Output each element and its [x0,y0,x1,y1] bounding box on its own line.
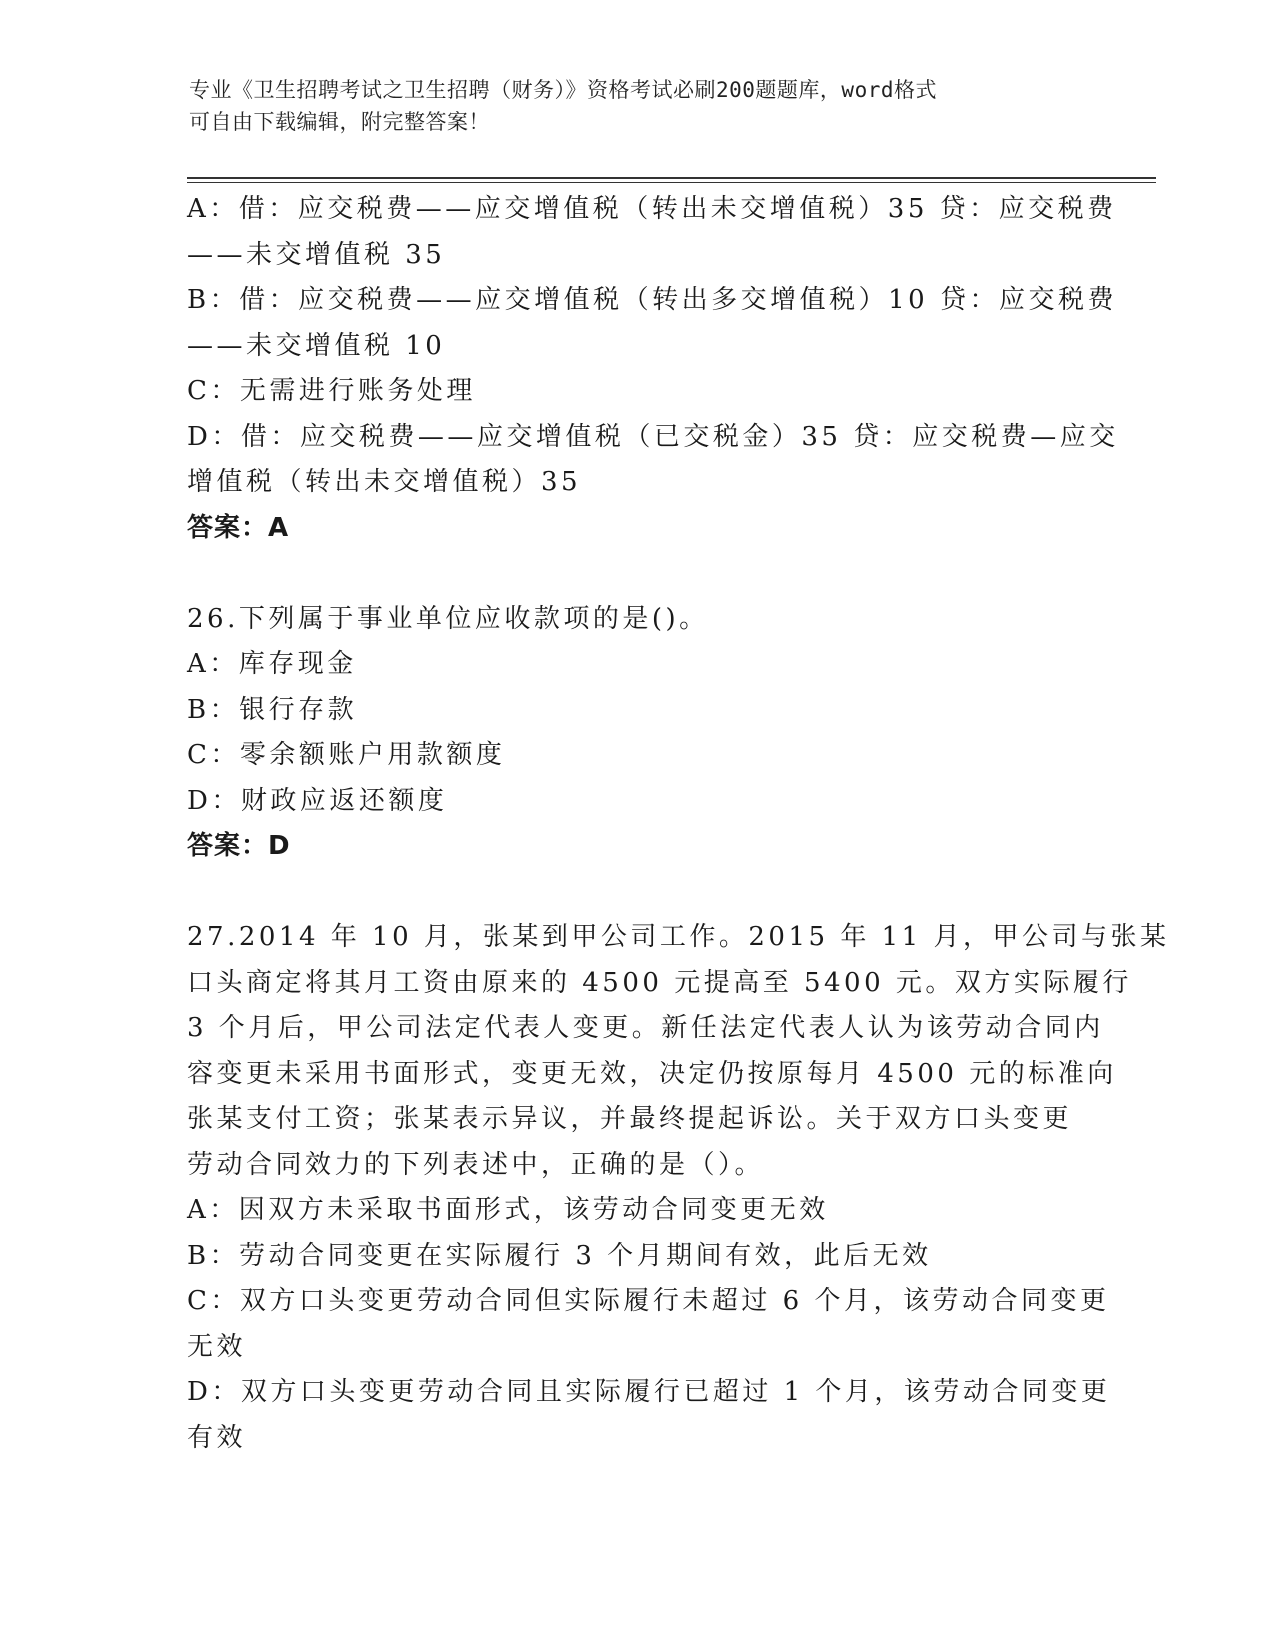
question-text: 26.下列属于事业单位应收款项的是()。 [187,603,709,634]
header-divider-thin [187,182,1156,183]
question-text-line: 口头商定将其月工资由原来的 4500 元提高至 5400 元。双方实际履行 [187,967,1132,998]
question-25-block [187,187,1119,551]
option-line: D：借：应交税费——应交增值税（已交税金）35 贷：应交税费—应交 [187,421,1119,452]
question-text-line: 张某支付工资；张某表示异议，并最终提起诉讼。关于双方口头变更 [187,1104,1073,1134]
document-header [189,74,1089,138]
option-line: B：劳动合同变更在实际履行 3 个月期间有效，此后无效 [187,1240,932,1271]
answer-label: 答案：D [187,831,291,861]
option-line: 无效 [187,1331,247,1362]
header-divider-thick [187,177,1156,179]
option-b: B：银行存款 [187,694,358,725]
option-line: A：因双方未采取书面形式，该劳动合同变更无效 [187,1195,829,1225]
question-text-line: 3 个月后，甲公司法定代表人变更。新任法定代表人认为该劳动合同内 [187,1013,1104,1043]
header-title-line-1: 专业《卫生招聘考试之卫生招聘（财务）》资格考试必刷200题题库，word格式 [189,78,937,102]
header-title-line-2: 可自由下载编辑，附完整答案！ [189,110,490,134]
question-text-line: 容变更未采用书面形式，变更无效，决定仍按原每月 4500 元的标准向 [187,1058,1117,1089]
document-body [187,187,1170,1461]
spacer [187,870,1087,916]
option-a: A：库存现金 [187,649,357,679]
option-d: D：财政应返还额度 [187,785,448,816]
option-line: A：借：应交税费——应交增值税（转出未交增值税）35 贷：应交税费 [187,194,1117,224]
option-line: ——未交增值税 35 [187,239,446,270]
option-line: 有效 [187,1422,247,1453]
option-line: ——未交增值税 10 [187,330,446,361]
option-line: D：双方口头变更劳动合同且实际履行已超过 1 个月，该劳动合同变更 [187,1377,1111,1407]
option-line: 增值税（转出未交增值税）35 [187,467,582,497]
question-text-line: 劳动合同效力的下列表述中，正确的是（）。 [187,1149,765,1180]
question-27-block [187,915,1170,1461]
spacer [187,551,1087,597]
option-line: C：无需进行账务处理 [187,376,476,406]
question-26-block [187,597,1087,870]
option-line: C：双方口头变更劳动合同但实际履行未超过 6 个月，该劳动合同变更 [187,1286,1110,1316]
option-line: B：借：应交税费——应交增值税（转出多交增值税）10 贷：应交税费 [187,285,1117,315]
answer-label: 答案：A [187,512,290,543]
question-text-line: 27.2014 年 10 月，张某到甲公司工作。2015 年 11 月，甲公司与张某 [187,922,1170,952]
option-c: C：零余额账户用款额度 [187,740,506,770]
